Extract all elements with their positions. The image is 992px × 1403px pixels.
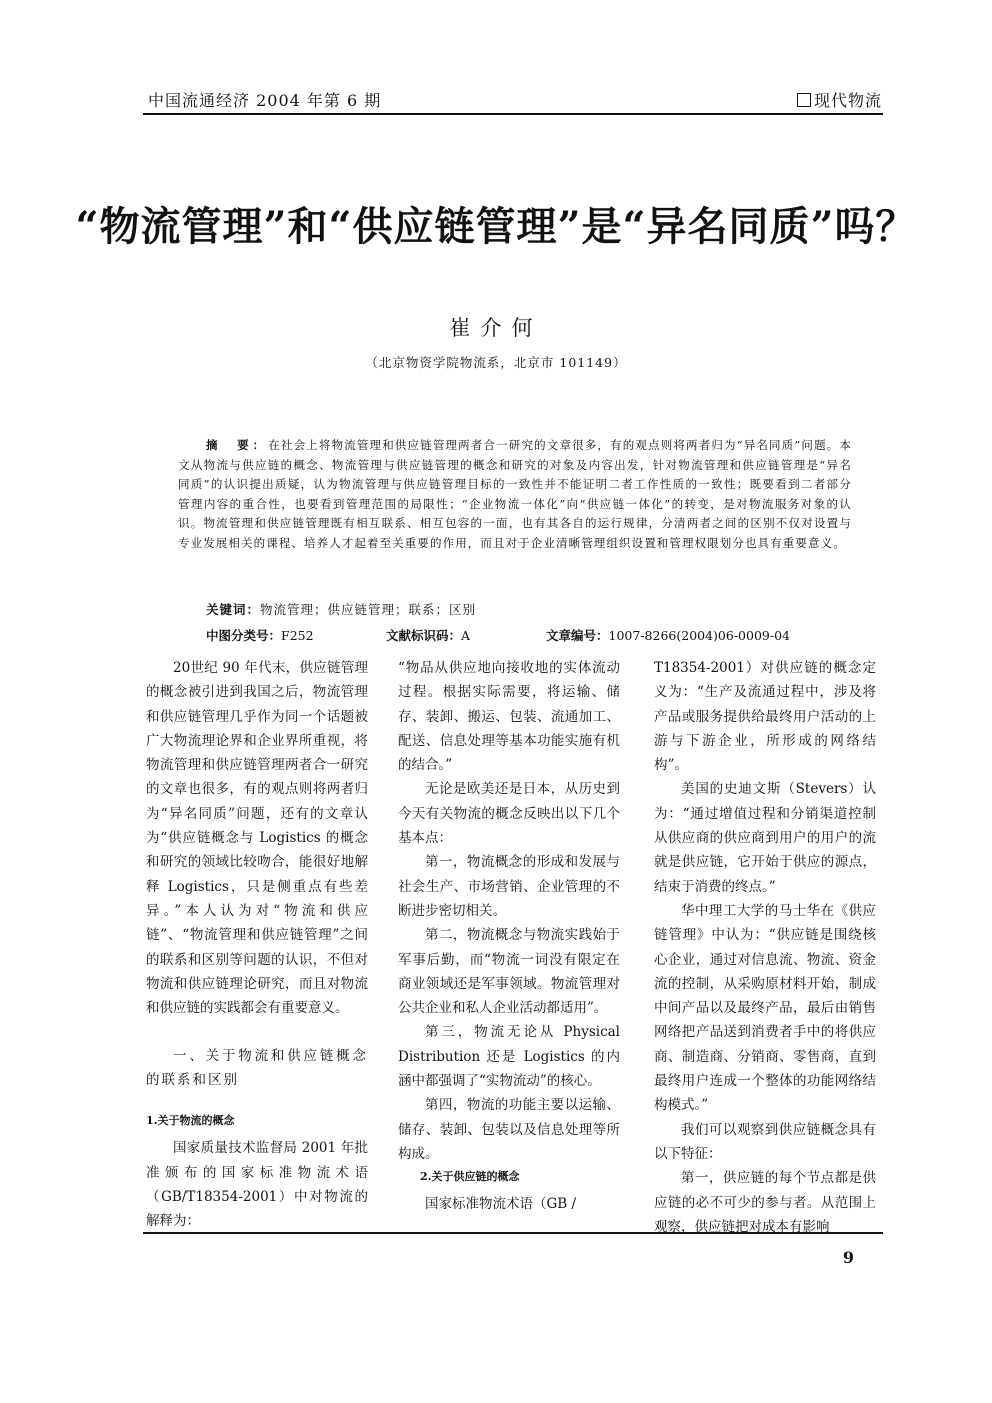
paragraph: 第一，物流概念的形成和发展与社会生产、市场营销、企业管理的不断进步密切相关。 [398, 854, 620, 919]
clc-value: F252 [281, 628, 314, 643]
paragraph: 20世纪 90 年代末，供应链管理的概念被引进到我国之后，物流管理和供应链管理几乎作为同一个话题被广大物流理论界和企业界所重视，将物流管理和供应链管理两者合一研究的文章也很多，有的观点则将两者归为“异名同质”问题，还有的文章认为“供应链概念与 Logistics 的概念和研究的领域比较吻合，能很好地解释 Logistics，只是侧重点有些差异。”本人认为对“物流和供应链”、“物流管理和供应链管理”之间的联系和区别等问题的认识，不但对物流和供应链理论研究，而且对物流和供应链的实践都会有重要意义。 [146, 660, 368, 1017]
header-divider [143, 113, 883, 115]
paragraph: 第一，供应链的每个节点都是供应链的必不可少的参与者。从范围上观察，供应链把对成本有影响 [654, 1170, 876, 1235]
abstract [178, 436, 852, 553]
body-column-2 [398, 656, 620, 1217]
article-number-label: 文章编号： [546, 628, 609, 643]
keywords-text: 物流管理；供应链管理；联系；区别 [260, 602, 477, 617]
footer-divider [143, 1232, 883, 1234]
body-column-1 [146, 656, 368, 1234]
doc-code [386, 626, 470, 644]
paragraph: 美国的史迪文斯（Stevers）认为：“通过增值过程和分销渠道控制从供应商的供应商到用户的用户的流就是供应链，它开始于供应的源点，结束于消费的终点。” [654, 781, 876, 895]
section-heading: 一、关于物流和供应链概念的联系和区别 [146, 1048, 368, 1089]
section-header [797, 88, 882, 111]
doc-value: A [461, 628, 471, 643]
paragraph: 国家质量技术监督局 2001 年批准颁布的国家标准物流术语（GB/T18354-2001）中对物流的解释为： [146, 1140, 368, 1230]
section-label: 现代物流 [813, 91, 882, 110]
article-title: “物流管理”和“供应链管理”是“异名同质”吗？ [75, 203, 917, 250]
author-affiliation: （北京物资学院物流系，北京市 101149） [365, 355, 627, 370]
page-number: 9 [842, 1248, 854, 1267]
subsection-heading: 1.关于物流的概念 [146, 1114, 235, 1128]
abstract-text: 在社会上将物流管理和供应链管理两者合一研究的文章很多，有的观点则将两者归为“异名同质”问题。本文从物流与供应链的概念、物流管理与供应链管理的概念和研究的对象及内容出发，针对物流管理和供应链管理是“异名同质”的认识提出质疑，认为物流管理与供应链管理目标的一致性并不能证明二者工作性质的一致性；既要看到二者部分管理内容的重合性，也要看到管理范围的局限性；“企业物流一体化”向“供应链一体化”的转变，是对物流服务对象的认识。物流管理和供应链管理既有相互联系、相互包容的一面，也有其各自的运行规律，分清两者之间的区别不仅对设置与专业发展相关的课程、培养人才起着至关重要的作用，而且对于企业清晰管理组织设置和管理权限划分也具有重要意义。 [178, 438, 853, 550]
paragraph: T18354-2001）对供应链的概念定义为：“生产及流通过程中，涉及将产品或服务提供给最终用户活动的上游与下游企业，所形成的网络结构”。 [654, 660, 876, 774]
abstract-label: 摘 要： [206, 438, 269, 452]
paragraph: 第四，物流的功能主要以运输、储存、装卸、包装以及信息处理等所构成。 [398, 1097, 620, 1162]
keywords [206, 600, 476, 618]
subsection-heading: 2.关于供应链的概念 [420, 1170, 520, 1184]
paragraph: 国家标准物流术语（GB / [425, 1196, 577, 1213]
doc-label: 文献标识码： [386, 628, 462, 643]
paragraph: 我们可以观察到供应链概念具有以下特征： [654, 1121, 876, 1162]
body-column-3 [654, 656, 876, 1239]
square-icon [797, 93, 811, 107]
author-name: 崔介何 [449, 316, 543, 340]
paragraph: 第三，物流无论从 Physical Distribution 还是 Logistics 的内涵中都强调了“实物流动”的核心。 [398, 1024, 620, 1090]
article-number [546, 626, 790, 644]
clc-code [206, 626, 314, 644]
paragraph: “物品从供应地向接收地的实体流动过程。根据实际需要，将运输、储存、装卸、搬运、包装、流通加工、配送、信息处理等基本功能实施有机的结合。” [398, 660, 620, 774]
keywords-label: 关键词： [206, 602, 261, 617]
paragraph: 华中理工大学的马士华在《供应链管理》中认为：“供应链是围绕核心企业，通过对信息流、物流、资金流的控制，从采购原材料开始，制成中间产品以及最终产品，最后由销售网络把产品送到消费者手中的将供应商、制造商、分销商、零售商，直到最终用户连成一个整体的功能网络结构模式。” [654, 902, 876, 1114]
paragraph: 第二，物流概念与物流实践始于军事后勤，而“物流一词没有限定在商业领域还是军事领域。物流管理对公共企业和私人企业活动都适用”。 [398, 927, 620, 1017]
journal-header: 中国流通经济 2004 年第 6 期 [148, 91, 382, 110]
article-number-value: 1007-8266(2004)06-0009-04 [608, 628, 790, 643]
paragraph: 无论是欧美还是日本，从历史到今天有关物流的概念反映出以下几个基本点： [398, 781, 620, 847]
clc-label: 中图分类号： [206, 628, 282, 643]
